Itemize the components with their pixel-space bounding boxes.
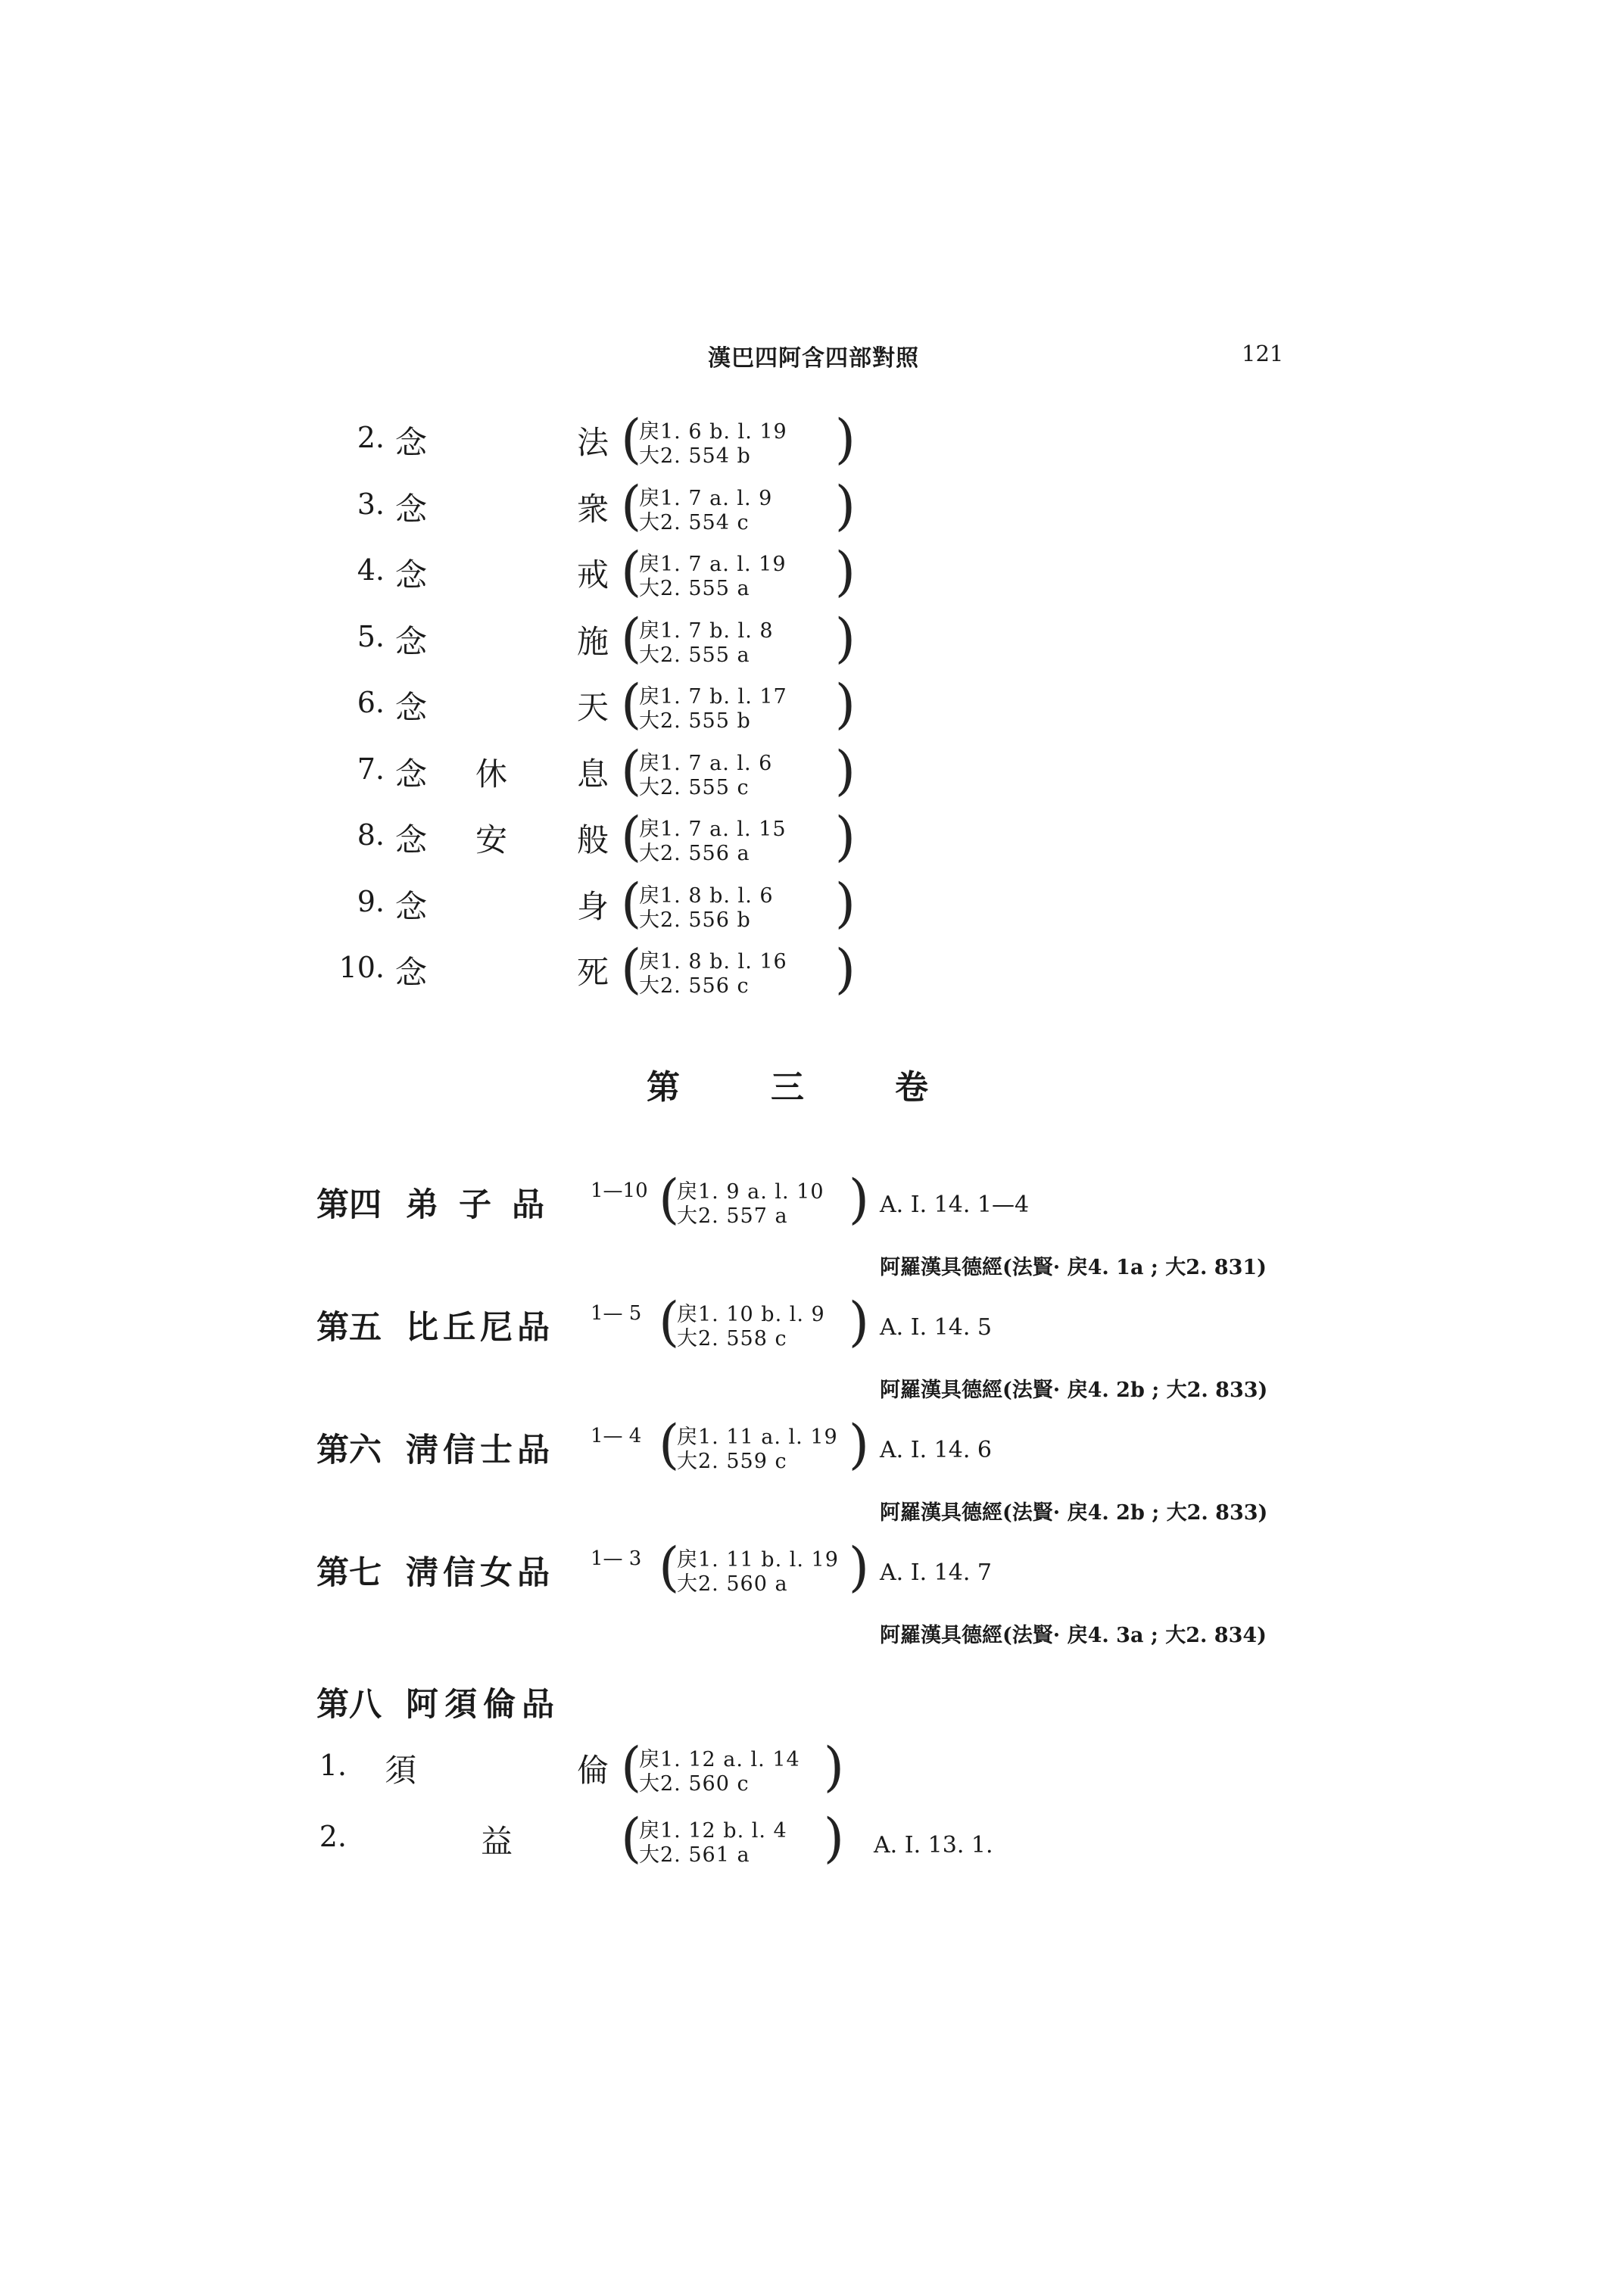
item-char-3: 衆 — [577, 490, 609, 528]
reference-line-2: 大2. 555 b — [639, 709, 751, 733]
reference-bracket — [621, 805, 856, 868]
chapter-ordinal: 第五 — [316, 1309, 382, 1347]
open-paren: ( — [621, 474, 642, 537]
page-number: 121 — [1242, 341, 1284, 366]
pali-reference: A. I. 14. 7 — [880, 1559, 992, 1586]
open-paren: ( — [621, 408, 642, 470]
reference-line-2: 大2. 555 a — [639, 577, 750, 600]
reference-bracket — [621, 408, 856, 471]
reference-bracket — [621, 606, 856, 670]
chapter8-ordinal: 第八 — [316, 1686, 382, 1724]
reference-bracket — [621, 474, 856, 537]
item-char-2: 益 — [481, 1823, 513, 1860]
reference-line-2: 大2. 554 c — [639, 510, 750, 534]
volume-heading — [647, 1060, 928, 1108]
close-paren: ) — [848, 1536, 869, 1598]
sutta-range: 1— 3 — [591, 1547, 642, 1570]
chapter-ordinal: 第七 — [316, 1554, 382, 1592]
list-item — [310, 541, 886, 608]
close-paren: ) — [834, 606, 856, 669]
item-char-3: 般 — [577, 821, 609, 858]
close-paren: ) — [834, 871, 856, 934]
reference-line-2: 大2. 554 b — [639, 444, 751, 468]
item-number: 3. — [357, 487, 385, 521]
reference-line-2: 大2. 56‌0 a — [677, 1572, 788, 1596]
volume-char-3: 卷 — [895, 1068, 928, 1107]
reference-line-2: 大2. 560 c — [639, 1772, 750, 1796]
chapter-name: 淸信士品 — [406, 1432, 554, 1469]
reference-line-2: 大2. 556 a — [639, 842, 750, 865]
sutta-range: 1— 5 — [591, 1302, 642, 1325]
list-item — [310, 673, 886, 740]
parallel-note: 阿羅漢具德經(法賢· 戻4. 2b ; 大2. 833) — [880, 1501, 1268, 1525]
reference-line-1: 戻1. 8 b. l. 16 — [639, 950, 787, 974]
chapter-ordinal: 第四 — [316, 1186, 382, 1224]
item-char-1: 念 — [395, 887, 428, 925]
close-paren: ) — [848, 1291, 869, 1353]
item-number: 8. — [357, 818, 385, 852]
item-char-1: 念 — [395, 424, 428, 461]
item-char-1: 念 — [395, 689, 428, 726]
reference-bracket — [621, 739, 856, 802]
reference-bracket — [659, 1536, 869, 1599]
reference-line-2: 大2. 556 b — [639, 908, 751, 932]
close-paren: ) — [834, 739, 856, 802]
reference-line-1: 戻1. 12 b. l. 4 — [639, 1819, 787, 1843]
item-char-1: 念 — [395, 821, 428, 858]
list-item — [310, 1736, 1068, 1803]
reference-line-1: 戻1. 7 b. l. 17 — [639, 685, 787, 709]
item-number: 7. — [357, 752, 385, 786]
open-paren: ( — [659, 1536, 680, 1598]
close-paren: ) — [834, 673, 856, 735]
item-char-3: 身 — [577, 887, 609, 925]
item-char-1: 念 — [395, 622, 428, 660]
reference-bracket — [621, 938, 856, 1001]
volume-char-2: 三 — [771, 1068, 804, 1107]
item-char-3: 施 — [577, 622, 609, 660]
chapter-heading — [316, 1179, 549, 1226]
item-char-2: 安 — [475, 821, 508, 858]
item-number: 9. — [357, 884, 385, 918]
reference-line-1: 戻1. 7 a. l. 19 — [639, 553, 787, 576]
open-paren: ( — [621, 541, 642, 603]
reference-line-1: 戻1. 7 b. l. 8 — [639, 618, 774, 643]
reference-bracket — [621, 541, 856, 603]
open-paren: ( — [621, 606, 642, 669]
reference-line-2: 大2. 555 a — [639, 643, 750, 667]
reference-bracket — [621, 673, 856, 736]
item-char-3: 天 — [577, 689, 609, 726]
reference-bracket — [621, 1736, 844, 1799]
reference-bracket — [659, 1291, 869, 1354]
list-item — [310, 805, 886, 873]
reference-line-1: 戻1. 7 a. l. 6 — [639, 751, 773, 775]
open-paren: ( — [621, 871, 642, 934]
parallel-note: 阿羅漢具德經(法賢· 戻4. 2b ; 大2. 833) — [880, 1379, 1268, 1402]
reference-bracket — [659, 1168, 869, 1231]
reference-line-1: 戻1. 11 a. l. 19 — [677, 1425, 838, 1449]
chapter-name: 弟 子 品 — [406, 1186, 549, 1224]
open-paren: ( — [659, 1168, 680, 1230]
open-paren: ( — [659, 1291, 680, 1353]
item-number: 2. — [319, 1820, 347, 1853]
item-char-3: 倫 — [577, 1752, 609, 1789]
close-paren: ) — [834, 805, 856, 868]
pali-reference: A. I. 14. 1—4 — [880, 1192, 1030, 1218]
item-char-1: 念 — [395, 954, 428, 991]
list-item — [310, 474, 886, 542]
open-paren: ( — [621, 1736, 642, 1798]
chapter-heading — [316, 1425, 554, 1471]
reference-line-1: 戻1. 10 b. l. 9 — [677, 1303, 825, 1326]
chapter-heading — [316, 1547, 554, 1594]
item-number: 4. — [357, 553, 385, 587]
item-number: 1. — [319, 1749, 347, 1782]
sutta-range: 1—10 — [591, 1179, 648, 1202]
sutta-range: 1— 4 — [591, 1425, 642, 1447]
chapter-ordinal: 第六 — [316, 1432, 382, 1469]
list-item — [310, 938, 886, 1005]
item-char-3: 息 — [577, 755, 609, 793]
reference-bracket — [621, 871, 856, 935]
open-paren: ( — [621, 805, 642, 868]
reference-line-1: 戻1. 9 a. l. 10 — [677, 1180, 824, 1204]
item-char-3: 死 — [577, 954, 609, 991]
item-char-1: 念 — [395, 556, 428, 594]
item-number: 6. — [357, 686, 385, 719]
list-item — [310, 871, 886, 939]
reference-bracket — [659, 1413, 869, 1476]
close-paren: ) — [834, 474, 856, 537]
item-number: 10. — [338, 951, 385, 984]
item-char-2: 休 — [475, 755, 508, 793]
reference-line-2: 大2. 559 c — [677, 1450, 787, 1473]
close-paren: ) — [848, 1168, 869, 1230]
parallel-note: 阿羅漢具德經(法賢· 戻4. 3a ; 大2. 834) — [880, 1624, 1267, 1647]
pali-reference: A. I. 13. 1. — [874, 1832, 993, 1858]
chapter8-name: 阿須倫品 — [406, 1686, 560, 1724]
close-paren: ) — [823, 1736, 844, 1798]
reference-line-2: 大2. 555 c — [639, 775, 750, 799]
reference-line-2: 大2. 558 c — [677, 1327, 787, 1351]
reference-bracket — [621, 1807, 844, 1870]
reference-line-2: 大2. 557 a — [677, 1204, 788, 1228]
item-char-3: 戒 — [577, 556, 609, 594]
item-char-1: 念 — [395, 490, 428, 528]
open-paren: ( — [621, 739, 642, 802]
close-paren: ) — [848, 1413, 869, 1475]
pali-reference: A. I. 14. 5 — [880, 1314, 992, 1341]
open-paren: ( — [659, 1413, 680, 1475]
reference-line-1: 戻1. 11 b. l. 19 — [677, 1548, 839, 1572]
parallel-note: 阿羅漢具德經(法賢· 戻4. 1a ; 大2. 831) — [880, 1256, 1267, 1279]
chapter-name: 淸信女品 — [406, 1554, 554, 1592]
chapter-heading — [316, 1302, 554, 1348]
chapter-name: 比丘尼品 — [406, 1309, 554, 1347]
reference-line-1: 戻1. 6 b. l. 19 — [639, 420, 787, 444]
running-header: 漢巴四阿含四部對照 — [708, 345, 919, 372]
chapter8-heading — [316, 1679, 560, 1725]
item-number: 5. — [357, 619, 385, 653]
open-paren: ( — [621, 1807, 642, 1869]
list-item — [310, 408, 886, 475]
list-item — [310, 606, 886, 675]
item-char-1: 須 — [385, 1752, 417, 1789]
reference-line-1: 戻1. 8 b. l. 6 — [639, 883, 774, 908]
reference-line-1: 戻1. 7 a. l. 15 — [639, 818, 787, 841]
reference-line-2: 大2. 561 a — [639, 1843, 750, 1867]
close-paren: ) — [834, 938, 856, 1000]
item-number: 2. — [357, 421, 385, 454]
reference-line-2: 大2. 556 c — [639, 974, 750, 998]
reference-line-1: 戻1. 12 a. l. 14 — [639, 1748, 800, 1771]
list-item — [310, 739, 886, 807]
close-paren: ) — [834, 408, 856, 470]
reference-line-1: 戻1. 7 a. l. 9 — [639, 486, 773, 510]
open-paren: ( — [621, 938, 642, 1000]
pali-reference: A. I. 14. 6 — [880, 1437, 992, 1463]
close-paren: ) — [834, 541, 856, 603]
open-paren: ( — [621, 673, 642, 735]
list-item — [310, 1807, 1068, 1874]
item-char-3: 法 — [577, 424, 609, 461]
item-char-1: 念 — [395, 755, 428, 793]
close-paren: ) — [823, 1807, 844, 1869]
volume-char-1: 第 — [647, 1068, 680, 1107]
